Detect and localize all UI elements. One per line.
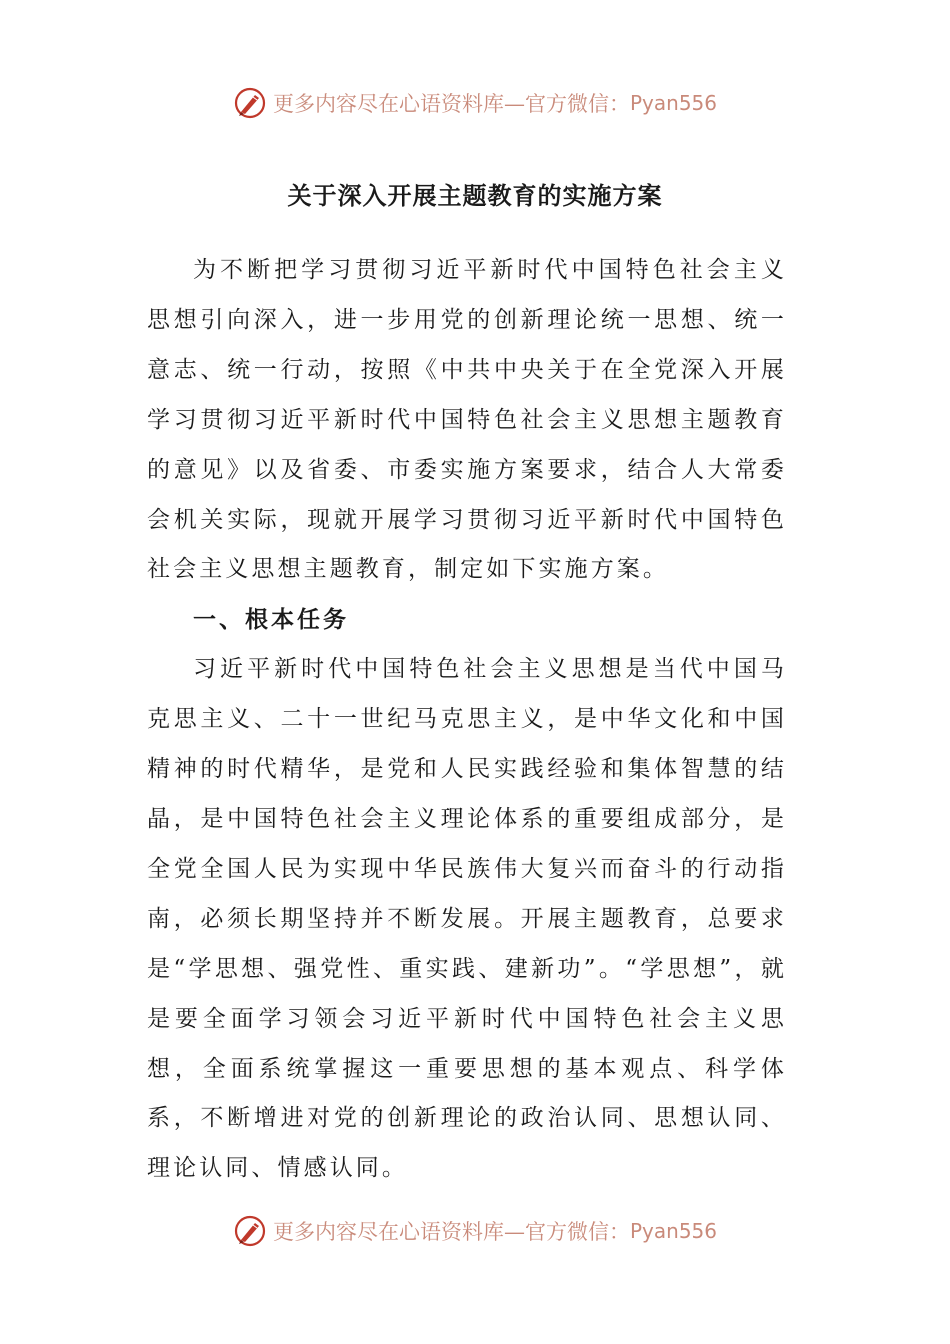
watermark-account: Pyan556 [629, 1219, 717, 1243]
footer-watermark [0, 1211, 950, 1251]
header-watermark [0, 83, 950, 123]
quill-pen-icon [233, 86, 267, 120]
watermark-account: Pyan556 [629, 91, 717, 115]
section-heading: 一、根本任务 [193, 606, 349, 634]
section-paragraph: 习近平新时代中国特色社会主义思想是当代中国马克思主义、二十一世纪马克思主义，是中华文化和中国精神的时代精华，是党和人民实践经验和集体智慧的结晶，是中国特色社会主义理论体系的重要组成部分，是全党全国人民为实现中华民族伟大复兴而奋斗的行动指南，必须长期坚持并不断发展。开展主题教育，总要求是“学思想、强党性、重实践、建新功”。“学思想”，就是要全面学习领会习近平新时代中国特色社会主义思想，全面系统掌握这一重要思想的基本观点、科学体系，不断增进对党的创新理论的政治认同、思想认同、理论认同、情感认同。 [147, 656, 787, 1182]
intro-paragraph: 为不断把学习贯彻习近平新时代中国特色社会主义思想引向深入，进一步用党的创新理论统一思想、统一意志、统一行动，按照《中共中央关于在全党深入开展学习贯彻习近平新时代中国特色社会主义思想主题教育的意见》以及省委、市委实施方案要求，结合人大常委会机关实际，现就开展学习贯彻习近平新时代中国特色社会主义思想主题教育，制定如下实施方案。 [147, 257, 787, 583]
watermark-text: 更多内容尽在心语资料库—官方微信： [272, 1220, 630, 1244]
document-title: 关于深入开展主题教育的实施方案 [287, 181, 663, 210]
document-body [147, 246, 787, 1194]
quill-pen-icon [233, 1214, 267, 1248]
watermark-text: 更多内容尽在心语资料库—官方微信： [272, 92, 630, 116]
